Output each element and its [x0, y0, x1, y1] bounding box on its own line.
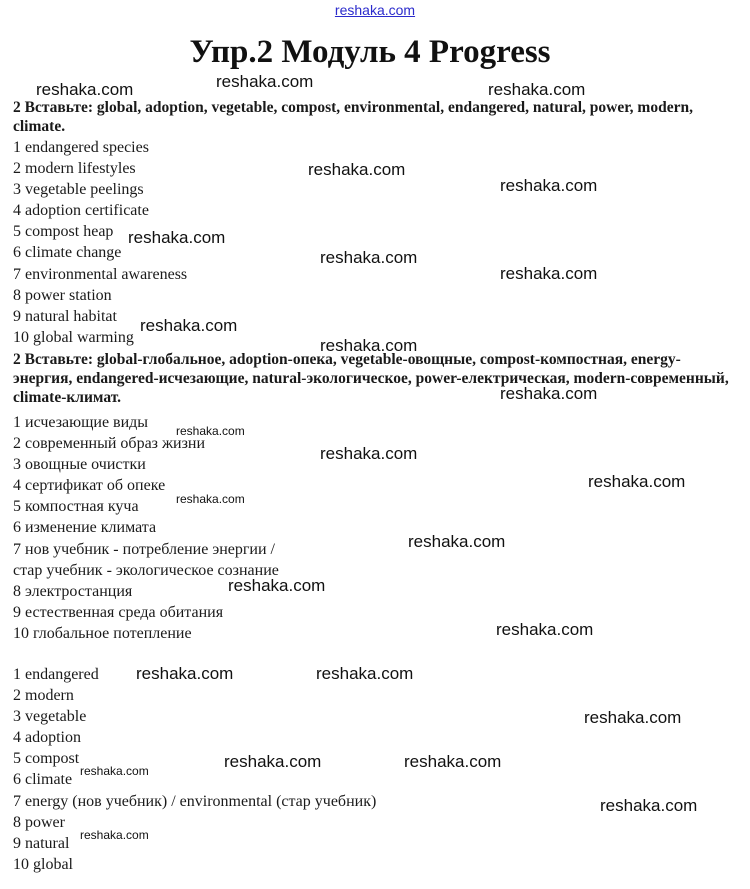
list-item: 5 компостная куча	[13, 498, 139, 516]
watermark: reshaka.com	[588, 472, 686, 491]
watermark: reshaka.com	[320, 336, 418, 355]
list-item: 10 global	[13, 855, 73, 873]
watermark: reshaka.com	[80, 828, 149, 842]
list-item: 1 endangered	[13, 666, 99, 683]
watermark: reshaka.com	[488, 80, 586, 99]
list-item: 7 нов учебник - потребление энергии /	[13, 540, 275, 558]
section-2	[13, 350, 733, 644]
site-link[interactable]: reshaka.com	[334, 2, 416, 18]
list-item: стар учебник - экологическое сознание	[13, 561, 279, 579]
list-item: 5 compost	[13, 750, 80, 768]
list-item: 9 естественная среда обитания	[13, 603, 224, 621]
watermark: reshaka.com	[176, 424, 245, 438]
watermark: reshaka.com	[496, 620, 594, 639]
watermark: reshaka.com	[500, 384, 598, 403]
list-item: 10 глобальное потепление	[13, 624, 192, 642]
watermark: reshaka.com	[404, 752, 502, 771]
watermark: reshaka.com	[408, 532, 506, 551]
list-item: 6 climate	[13, 771, 73, 789]
watermark: reshaka.com	[500, 264, 598, 283]
watermark: reshaka.com	[584, 708, 682, 727]
watermark: reshaka.com	[500, 176, 598, 195]
watermark: reshaka.com	[600, 796, 698, 815]
watermark: reshaka.com	[128, 228, 226, 247]
watermark: reshaka.com	[176, 492, 245, 506]
watermark: reshaka.com	[80, 764, 149, 778]
list-item: 7 environmental awareness	[13, 265, 188, 283]
list-item: 4 сертификат об опеке	[13, 477, 166, 495]
section-1	[13, 98, 733, 348]
list-item: 6 изменение климата	[13, 519, 157, 537]
list-item: 9 natural	[13, 834, 70, 852]
list-item: 10 global warming	[13, 328, 134, 346]
watermark: reshaka.com	[308, 160, 406, 179]
list-item: 8 power	[13, 813, 65, 831]
section-2-instruction: 2 Вставьте: global-глобальное, adoption-опека, vegetable-овощные, compost-компостная, energy-энергия, endangered-исчезающие, natural-экологическое, power-електрическая, modern-современный, climate-климат.	[13, 351, 729, 406]
page-title: Упр.2 Модуль 4 Progress	[189, 34, 551, 70]
list-item: 2 modern	[13, 687, 74, 705]
list-item: 3 vegetable	[13, 708, 87, 726]
list-item: 1 endangered species	[13, 139, 149, 156]
section-1-instruction: 2 Вставьте: global, adoption, vegetable, compost, environmental, endangered, natural, power, modern, climate.	[13, 99, 693, 135]
list-item: 9 natural habitat	[13, 307, 117, 325]
list-item: 2 modern lifestyles	[13, 160, 136, 178]
watermark: reshaka.com	[228, 576, 326, 595]
watermark: reshaka.com	[224, 752, 322, 771]
list-item: 4 adoption	[13, 729, 81, 747]
watermark: reshaka.com	[320, 444, 418, 463]
list-item: 8 power station	[13, 286, 112, 304]
list-item: 3 овощные очистки	[13, 456, 146, 474]
watermark: reshaka.com	[136, 664, 234, 683]
watermark: reshaka.com	[36, 80, 134, 99]
list-item: 2 современный образ жизни	[13, 435, 206, 453]
watermark: reshaka.com	[216, 72, 314, 91]
list-item: 7 energy (нов учебник) / environmental (стар учебник)	[13, 792, 377, 810]
list-item: 6 climate change	[13, 244, 122, 262]
list-item: 5 compost heap	[13, 223, 114, 241]
list-item: 3 vegetable peelings	[13, 181, 144, 199]
watermark: reshaka.com	[140, 316, 238, 335]
list-item: 8 электростанция	[13, 582, 133, 600]
watermark: reshaka.com	[320, 248, 418, 267]
list-item: 4 adoption certificate	[13, 202, 149, 220]
list-item: 1 исчезающие виды	[13, 414, 149, 431]
watermark: reshaka.com	[316, 664, 414, 683]
